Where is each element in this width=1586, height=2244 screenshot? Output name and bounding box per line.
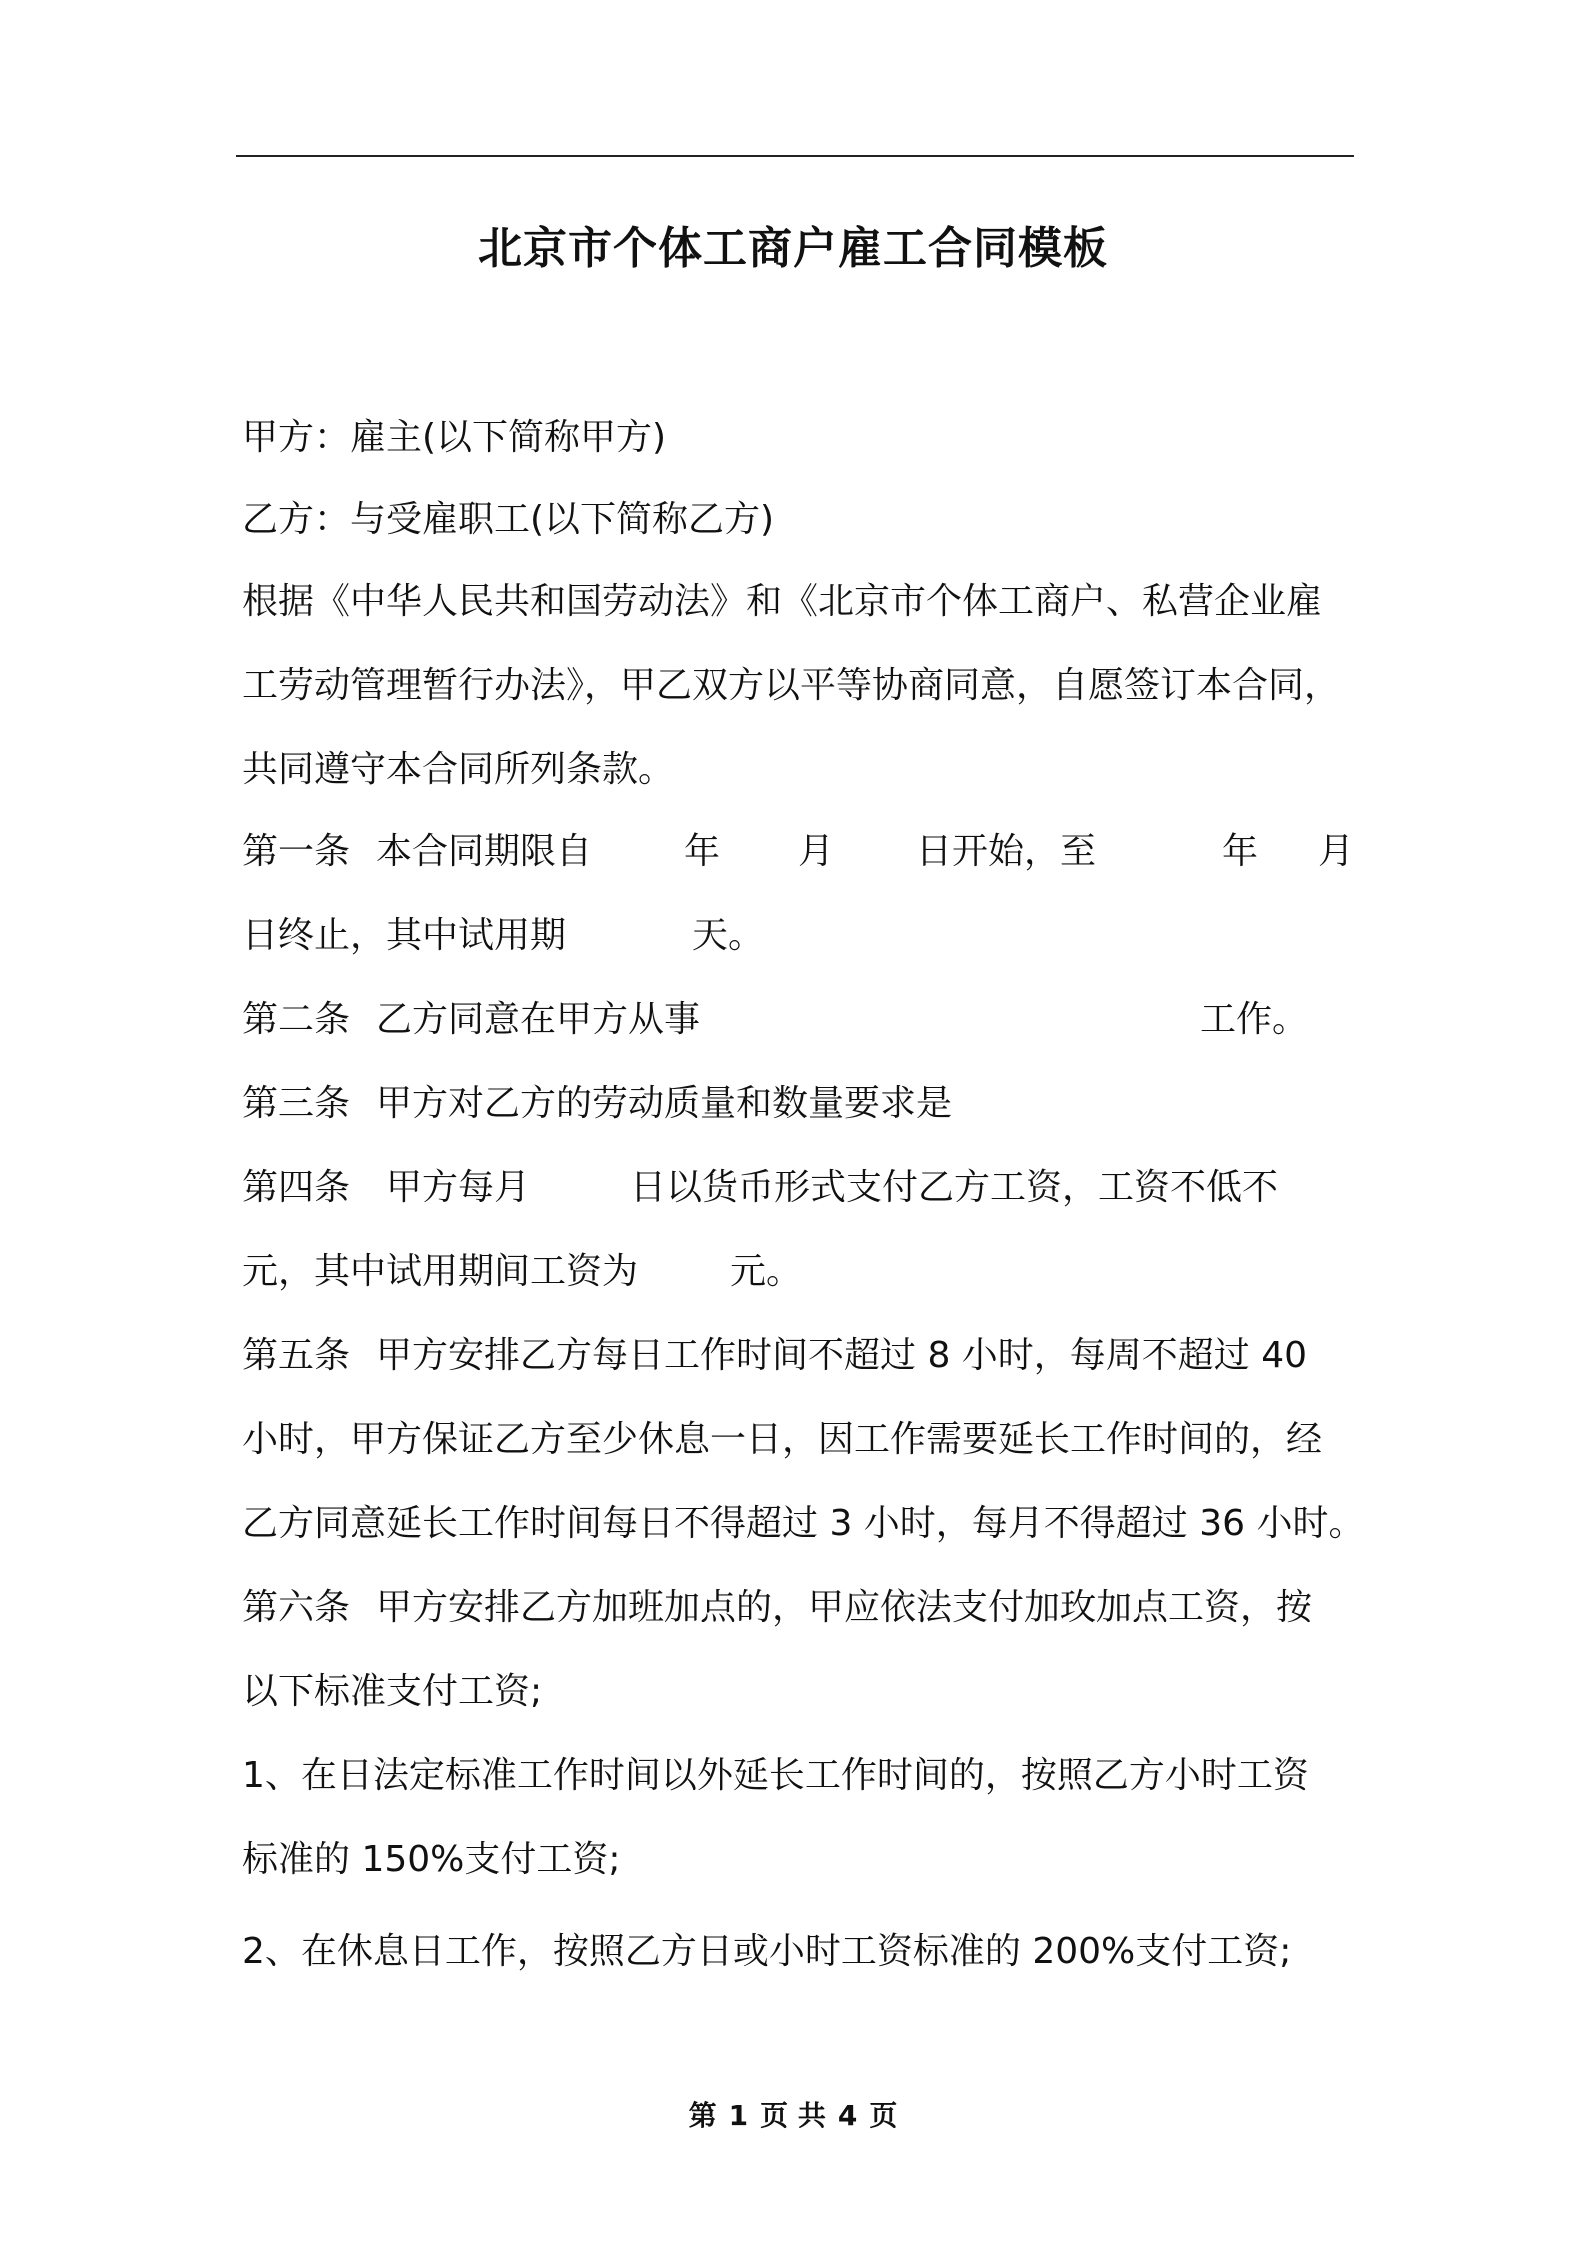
article5-line-1 bbox=[242, 1332, 1354, 1380]
article1-line2-b: 天。 bbox=[692, 915, 765, 956]
article1-line-1 bbox=[242, 828, 1354, 876]
header-rule bbox=[236, 155, 1354, 157]
article3-line bbox=[242, 1080, 1354, 1128]
preamble-line-1: 根据《中华人民共和国劳动法》和《北京市个体工商户、私营企业雇 bbox=[242, 581, 1323, 622]
article5-text-1: 甲方安排乙方每日工作时间不超过 8 小时，每周不超过 40 bbox=[376, 1335, 1308, 1376]
page-mid: 页 共 bbox=[760, 2099, 826, 2132]
article4-line2-a: 元，其中试用期间工资为 bbox=[242, 1251, 639, 1292]
article5-line-3: 乙方同意延长工作时间每日不得超过 3 小时，每月不得超过 36 小时。 bbox=[242, 1503, 1365, 1544]
party-a-line: 甲方：雇主(以下简称甲方) bbox=[242, 417, 667, 458]
article1-month2: 月 bbox=[1318, 831, 1355, 872]
article2-tail: 工作。 bbox=[1200, 999, 1309, 1040]
page-total: 4 bbox=[837, 2099, 858, 2132]
page-prefix: 第 bbox=[688, 2099, 717, 2132]
article3-label: 第三条 bbox=[242, 1083, 351, 1124]
article4-text-b: 日以货币形式支付乙方工资，工资不低不 bbox=[630, 1167, 1279, 1208]
page-suffix: 页 bbox=[869, 2099, 898, 2132]
page-footer bbox=[0, 2094, 1586, 2134]
preamble-line-3: 共同遵守本合同所列条款。 bbox=[242, 749, 675, 790]
article6-text-1: 甲方安排乙方加班加点的，甲应依法支付加玫加点工资，按 bbox=[376, 1587, 1313, 1628]
page-current: 1 bbox=[728, 2099, 749, 2132]
article6-label: 第六条 bbox=[242, 1587, 351, 1628]
article4-text-a: 甲方每月 bbox=[386, 1167, 531, 1208]
article6-line-2: 以下标准支付工资; bbox=[242, 1671, 543, 1712]
article4-line-2 bbox=[242, 1248, 842, 1296]
party-b-line: 乙方：与受雇职工(以下简称乙方) bbox=[242, 499, 775, 540]
article1-text-start: 本合同期限自 bbox=[376, 831, 593, 872]
article1-line2-a: 日终止，其中试用期 bbox=[242, 915, 567, 956]
preamble-line-2: 工劳动管理暂行办法》，甲乙双方以平等协商同意，自愿签订本合同， bbox=[242, 665, 1341, 706]
article5-line-2: 小时，甲方保证乙方至少休息一日，因工作需要延长工作时间的，经 bbox=[242, 1419, 1323, 1460]
article1-day-start: 日开始，至 bbox=[916, 831, 1097, 872]
article1-month1: 月 bbox=[798, 831, 835, 872]
article4-label: 第四条 bbox=[242, 1167, 351, 1208]
article4-line-1 bbox=[242, 1164, 1354, 1212]
article6-item1-line-1: 1、在日法定标准工作时间以外延长工作时间的，按照乙方小时工资 bbox=[242, 1755, 1309, 1796]
article4-line2-b: 元。 bbox=[730, 1251, 803, 1292]
article1-line-2 bbox=[242, 912, 842, 960]
article1-label: 第一条 bbox=[242, 831, 351, 872]
article1-year1: 年 bbox=[684, 831, 721, 872]
document-title: 北京市个体工商户雇工合同模板 bbox=[478, 223, 1108, 274]
article2-text: 乙方同意在甲方从事 bbox=[376, 999, 701, 1040]
article2-label: 第二条 bbox=[242, 999, 351, 1040]
article1-year2: 年 bbox=[1222, 831, 1259, 872]
article3-text: 甲方对乙方的劳动质量和数量要求是 bbox=[376, 1083, 953, 1124]
article6-line-1 bbox=[242, 1584, 1354, 1632]
article5-label: 第五条 bbox=[242, 1335, 351, 1376]
article6-item2-line: 2、在休息日工作，按照乙方日或小时工资标准的 200%支付工资; bbox=[242, 1931, 1292, 1972]
article2-line bbox=[242, 996, 1354, 1044]
article6-item1-line-2: 标准的 150%支付工资; bbox=[242, 1839, 621, 1880]
